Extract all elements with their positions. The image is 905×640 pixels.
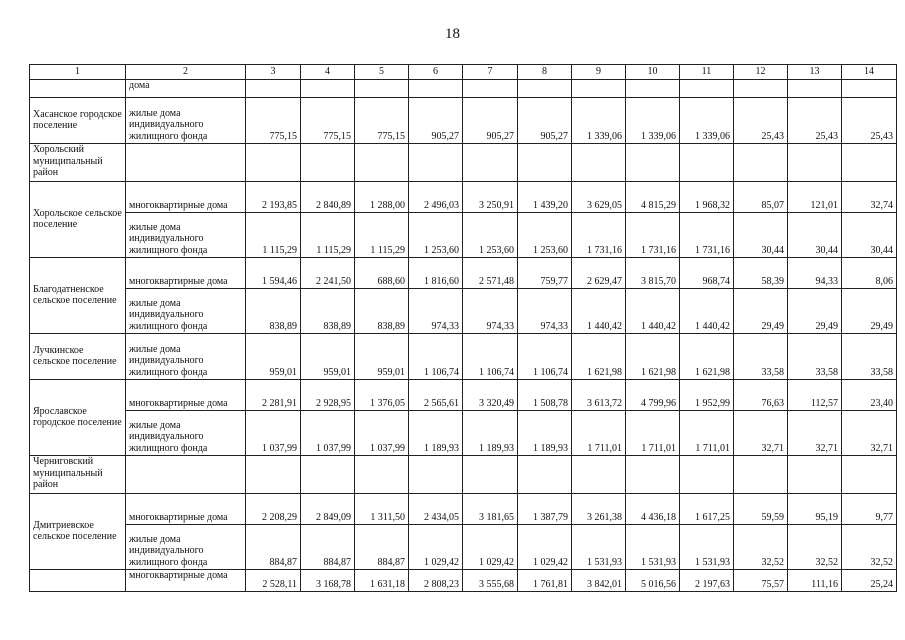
value-cell: 75,57 [734,570,788,592]
value-cell: 2 197,63 [680,570,734,592]
table-header-row [30,65,897,80]
column-header-11: 11 [680,65,734,80]
empty-cell [463,144,518,182]
empty-cell [355,456,409,494]
value-cell: 4 815,29 [626,182,680,213]
value-cell: 1 376,05 [355,380,409,411]
value-cell: 1 508,78 [518,380,572,411]
value-cell: 3 815,70 [626,258,680,289]
value-cell: 29,49 [734,289,788,334]
value-cell: 76,63 [734,380,788,411]
table-body [30,80,897,592]
value-cell: 1 339,06 [680,98,734,144]
value-cell: 1 816,60 [409,258,463,289]
value-cell: 838,89 [301,289,355,334]
column-header-12: 12 [734,65,788,80]
value-cell: 1 253,60 [518,213,572,258]
housing-type-cell: многоквартирные дома [126,380,246,411]
value-cell: 1 253,60 [463,213,518,258]
settlement-name-cell: Хорольское сельское поселение [30,182,126,258]
value-cell [680,80,734,98]
value-cell: 2 208,29 [246,494,301,525]
value-cell: 4 799,96 [626,380,680,411]
settlement-name-cell [30,80,126,98]
housing-type-cell: многоквартирные дома [126,258,246,289]
housing-type-cell: жилые дома индивидуального жилищного фонда [126,98,246,144]
value-cell: 1 731,16 [680,213,734,258]
value-cell: 1 439,20 [518,182,572,213]
value-cell: 884,87 [355,525,409,570]
empty-cell [409,144,463,182]
value-cell: 3 181,65 [463,494,518,525]
value-cell [246,80,301,98]
column-header-8: 8 [518,65,572,80]
value-cell: 32,52 [734,525,788,570]
value-cell: 1 037,99 [246,411,301,456]
value-cell: 1 711,01 [680,411,734,456]
value-cell: 1 115,29 [355,213,409,258]
value-cell: 1 440,42 [572,289,626,334]
value-cell [626,80,680,98]
value-cell: 25,43 [734,98,788,144]
value-cell: 33,58 [788,334,842,380]
value-cell: 775,15 [246,98,301,144]
value-cell: 30,44 [734,213,788,258]
value-cell: 1 311,50 [355,494,409,525]
empty-cell [246,456,301,494]
value-cell: 2 193,85 [246,182,301,213]
table-row [30,494,897,525]
value-cell: 884,87 [301,525,355,570]
empty-cell [626,456,680,494]
value-cell: 1 594,46 [246,258,301,289]
empty-cell [463,456,518,494]
value-cell: 2 808,23 [409,570,463,592]
value-cell: 974,33 [463,289,518,334]
district-row [30,144,897,182]
empty-cell [842,456,897,494]
value-cell: 32,74 [842,182,897,213]
district-row [30,456,897,494]
value-cell: 3 842,01 [572,570,626,592]
housing-type-cell: жилые дома индивидуального жилищного фонда [126,289,246,334]
value-cell: 688,60 [355,258,409,289]
value-cell: 94,33 [788,258,842,289]
value-cell: 121,01 [788,182,842,213]
value-cell: 959,01 [301,334,355,380]
value-cell: 1 531,93 [680,525,734,570]
district-name-cell: Хорольский муниципальный район [30,144,126,182]
value-cell: 775,15 [301,98,355,144]
value-cell: 1 531,93 [572,525,626,570]
housing-type-cell: жилые дома индивидуального жилищного фонда [126,213,246,258]
value-cell: 2 849,09 [301,494,355,525]
column-header-10: 10 [626,65,680,80]
value-cell: 1 106,74 [409,334,463,380]
empty-cell [788,456,842,494]
value-cell: 1 711,01 [626,411,680,456]
value-cell: 1 253,60 [409,213,463,258]
value-cell: 25,24 [842,570,897,592]
value-cell: 1 029,42 [409,525,463,570]
value-cell: 1 617,25 [680,494,734,525]
table-row [30,258,897,289]
column-header-4: 4 [301,65,355,80]
value-cell: 1 037,99 [301,411,355,456]
value-cell: 1 029,42 [518,525,572,570]
value-cell [463,80,518,98]
housing-type-cell: многоквартирные дома [126,570,246,592]
value-cell: 33,58 [734,334,788,380]
column-header-2: 2 [126,65,246,80]
housing-type-cell: жилые дома индивидуального жилищного фонда [126,334,246,380]
value-cell: 29,49 [842,289,897,334]
column-header-13: 13 [788,65,842,80]
value-cell: 85,07 [734,182,788,213]
page-number: 18 [445,26,460,42]
column-header-5: 5 [355,65,409,80]
empty-cell [301,144,355,182]
value-cell: 905,27 [518,98,572,144]
value-cell: 2 571,48 [463,258,518,289]
value-cell: 1 115,29 [301,213,355,258]
value-cell: 1 037,99 [355,411,409,456]
value-cell: 112,57 [788,380,842,411]
value-cell: 884,87 [246,525,301,570]
settlement-name-cell: Дмитриевское сельское поселение [30,494,126,570]
empty-cell [572,144,626,182]
settlement-name-cell: Благодатненское сельское поселение [30,258,126,334]
housing-type-cell: жилые дома индивидуального жилищного фонда [126,411,246,456]
value-cell: 95,19 [788,494,842,525]
table-row [30,98,897,144]
empty-cell [518,144,572,182]
value-cell: 1 761,81 [518,570,572,592]
value-cell: 1 621,98 [680,334,734,380]
value-cell: 5 016,56 [626,570,680,592]
value-cell: 3 613,72 [572,380,626,411]
column-header-9: 9 [572,65,626,80]
value-cell: 2 565,61 [409,380,463,411]
value-cell: 1 106,74 [463,334,518,380]
value-cell [788,80,842,98]
tariff-table [29,64,897,592]
value-cell: 1 189,93 [409,411,463,456]
housing-type-cell: дома [126,80,246,98]
value-cell: 1 189,93 [463,411,518,456]
empty-cell [626,144,680,182]
empty-cell [409,456,463,494]
value-cell: 2 928,95 [301,380,355,411]
empty-cell [788,144,842,182]
value-cell: 30,44 [842,213,897,258]
value-cell: 2 840,89 [301,182,355,213]
value-cell [301,80,355,98]
empty-cell [355,144,409,182]
column-header-14: 14 [842,65,897,80]
value-cell: 30,44 [788,213,842,258]
value-cell [518,80,572,98]
value-cell: 838,89 [246,289,301,334]
value-cell: 2 496,03 [409,182,463,213]
value-cell: 32,52 [788,525,842,570]
value-cell: 959,01 [355,334,409,380]
housing-type-cell: жилые дома индивидуального жилищного фонда [126,525,246,570]
value-cell: 1 288,00 [355,182,409,213]
value-cell: 32,71 [788,411,842,456]
value-cell: 1 711,01 [572,411,626,456]
empty-cell [126,456,246,494]
value-cell [842,80,897,98]
value-cell: 1 631,18 [355,570,409,592]
value-cell: 23,40 [842,380,897,411]
table-row [30,182,897,213]
settlement-name-cell: Хасанское городское поселение [30,98,126,144]
table-row [30,570,897,592]
value-cell: 4 436,18 [626,494,680,525]
value-cell: 959,01 [246,334,301,380]
value-cell: 58,39 [734,258,788,289]
value-cell: 32,52 [842,525,897,570]
value-cell: 1 339,06 [626,98,680,144]
value-cell [572,80,626,98]
value-cell: 1 621,98 [626,334,680,380]
value-cell: 974,33 [409,289,463,334]
value-cell: 33,58 [842,334,897,380]
value-cell: 1 952,99 [680,380,734,411]
empty-cell [572,456,626,494]
settlement-name-cell: Лучкинское сельское поселение [30,334,126,380]
value-cell: 1 387,79 [518,494,572,525]
value-cell: 1 731,16 [572,213,626,258]
value-cell: 1 440,42 [626,289,680,334]
value-cell: 2 629,47 [572,258,626,289]
empty-cell [126,144,246,182]
value-cell: 1 968,32 [680,182,734,213]
empty-cell [734,144,788,182]
value-cell: 29,49 [788,289,842,334]
settlement-name-cell [30,570,126,592]
district-name-cell: Черниговский муниципальный район [30,456,126,494]
value-cell: 1 106,74 [518,334,572,380]
value-cell: 3 250,91 [463,182,518,213]
value-cell: 1 440,42 [680,289,734,334]
table-row [30,411,897,456]
column-header-6: 6 [409,65,463,80]
value-cell: 2 241,50 [301,258,355,289]
value-cell: 3 320,49 [463,380,518,411]
column-header-7: 7 [463,65,518,80]
value-cell: 838,89 [355,289,409,334]
table-row [30,80,897,98]
value-cell: 25,43 [788,98,842,144]
column-header-1: 1 [30,65,126,80]
value-cell: 1 339,06 [572,98,626,144]
value-cell: 905,27 [463,98,518,144]
table-row [30,289,897,334]
empty-cell [734,456,788,494]
value-cell: 1 029,42 [463,525,518,570]
value-cell: 3 168,78 [301,570,355,592]
value-cell: 59,59 [734,494,788,525]
table-row [30,334,897,380]
value-cell: 8,06 [842,258,897,289]
value-cell: 974,33 [518,289,572,334]
value-cell: 3 261,38 [572,494,626,525]
value-cell: 32,71 [842,411,897,456]
value-cell: 2 528,11 [246,570,301,592]
table-row [30,525,897,570]
settlement-name-cell: Ярославское городское поселение [30,380,126,456]
value-cell: 759,77 [518,258,572,289]
housing-type-cell: многоквартирные дома [126,182,246,213]
housing-type-cell: многоквартирные дома [126,494,246,525]
empty-cell [842,144,897,182]
value-cell: 1 115,29 [246,213,301,258]
empty-cell [246,144,301,182]
value-cell: 25,43 [842,98,897,144]
table-row [30,213,897,258]
value-cell: 2 281,91 [246,380,301,411]
empty-cell [680,456,734,494]
value-cell: 968,74 [680,258,734,289]
value-cell: 1 731,16 [626,213,680,258]
value-cell: 111,16 [788,570,842,592]
value-cell: 1 621,98 [572,334,626,380]
value-cell: 905,27 [409,98,463,144]
value-cell: 1 189,93 [518,411,572,456]
value-cell: 775,15 [355,98,409,144]
table-row [30,380,897,411]
value-cell: 3 555,68 [463,570,518,592]
value-cell: 9,77 [842,494,897,525]
value-cell [734,80,788,98]
value-cell [409,80,463,98]
column-header-3: 3 [246,65,301,80]
empty-cell [518,456,572,494]
empty-cell [301,456,355,494]
value-cell: 3 629,05 [572,182,626,213]
value-cell: 1 531,93 [626,525,680,570]
value-cell: 2 434,05 [409,494,463,525]
empty-cell [680,144,734,182]
value-cell [355,80,409,98]
value-cell: 32,71 [734,411,788,456]
